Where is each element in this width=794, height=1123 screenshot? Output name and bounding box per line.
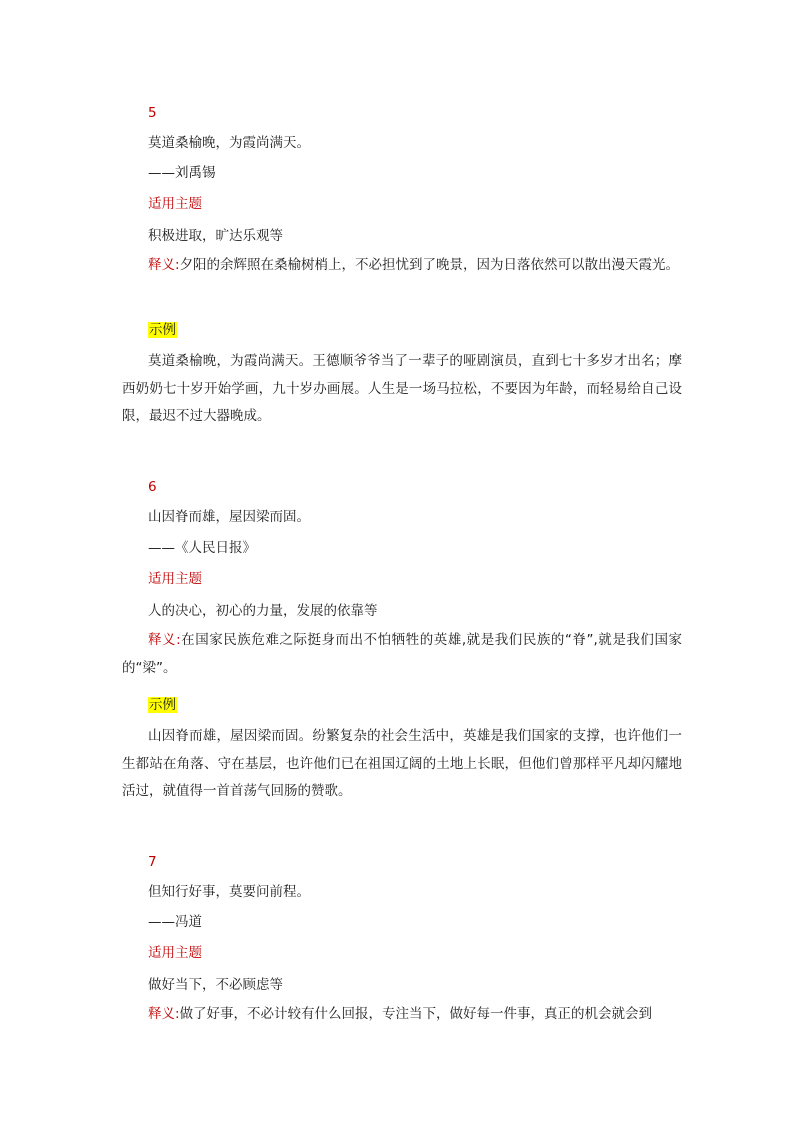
- quote: 莫道桑榆晚，为霞尚满天。: [148, 135, 310, 151]
- entry-number: 7: [148, 854, 157, 870]
- explanation-text: 在国家民族危难之际挺身而出不怕牺牲的英雄,就是我们民族的“脊”,就是我们国家的“梁”。: [122, 632, 682, 676]
- theme-text: 人的决心，初心的力量，发展的依靠等: [148, 603, 378, 619]
- author: ——冯道: [148, 914, 202, 930]
- theme-text: 积极进取，旷达乐观等: [148, 228, 283, 244]
- example-heading: [148, 696, 177, 714]
- entry-number: 6: [148, 479, 157, 495]
- explanation: [122, 1001, 682, 1029]
- explanation: [122, 252, 682, 280]
- example-text: 山因脊而雄，屋因梁而固。纷繁复杂的社会生活中，英雄是我们国家的支撑，也许他们一生都站在角落、守在基层，也许他们已在祖国辽阔的土地上长眠，但他们曾那样平凡却闪耀地活过，就值得一首首荡气回肠的赞歌。: [122, 728, 682, 799]
- author: ——刘禹锡: [148, 165, 216, 181]
- explanation-text: 做了好事，不必计较有什么回报，专注当下，做好每一件事，真正的机会就会到: [179, 1006, 653, 1022]
- quote: 山因脊而雄，屋因梁而固。: [148, 509, 310, 525]
- theme-heading: 适用主题: [148, 571, 202, 587]
- example-heading: [148, 321, 177, 339]
- entry-number: 5: [148, 105, 157, 121]
- example-label: 示例: [149, 697, 176, 713]
- explanation-label: 释义:: [148, 632, 181, 648]
- example-label: 示例: [149, 322, 176, 338]
- explanation-label: 释义:: [148, 257, 180, 273]
- explanation-text: 夕阳的余辉照在桑榆树梢上，不必担忧到了晚景，因为日落依然可以散出漫天霞光。: [179, 257, 680, 273]
- explanation: [122, 627, 682, 682]
- theme-heading: 适用主题: [148, 945, 202, 961]
- theme-heading: 适用主题: [148, 196, 202, 212]
- author: ——《人民日报》: [148, 540, 256, 556]
- theme-text: 做好当下，不必顾虑等: [148, 977, 283, 993]
- explanation-label: 释义:: [148, 1006, 180, 1022]
- quote: 但知行好事，莫要问前程。: [148, 884, 310, 900]
- example-text: 莫道桑榆晚，为霞尚满天。王德顺爷爷当了一辈子的哑剧演员，直到七十多岁才出名；摩西奶奶七十岁开始学画，九十岁办画展。人生是一场马拉松，不要因为年龄，而轻易给自己设限，最迟不过大器晚成。: [122, 353, 682, 424]
